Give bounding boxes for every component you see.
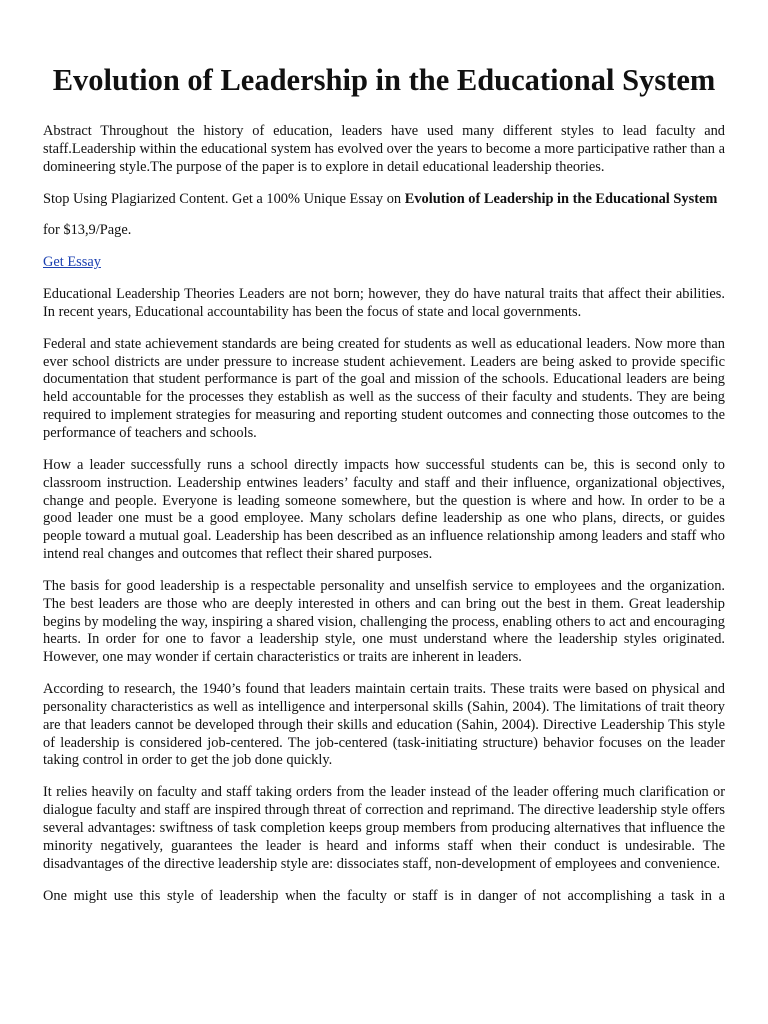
body-paragraph-4: The basis for good leadership is a respectable personality and unselfish service to employees and the organization. The best leaders are those who are deeply interested in others and can bring out the best in them. Great leadership begins by modeling the way, inspiring a shared vision, challenging the process, enabling others to act and encouraging hearts. In order for one to favor a leadership style, one must understand where the leadership styles originated. However, one may wonder if certain characteristics or traits are inherent in leaders. <box>43 577 725 666</box>
get-essay-link[interactable]: Get Essay <box>43 254 101 271</box>
body-paragraph-2: Federal and state achievement standards are being created for students as well as educational leaders. Now more than ever school districts are under pressure to increase student achievement. Leaders are being asked to provide specific documentation that student performance is part of the goal and mission of the schools. Educational leaders are being held accountable for the processes they establish as well as the success of their faculty and students. They are being required to implement strategies for measuring and reporting student outcomes and connecting those outcomes to the performance of teachers and schools. <box>43 335 725 441</box>
document-page <box>43 62 725 919</box>
promo-prefix: Stop Using Plagiarized Content. Get a 100% Unique Essay on <box>43 190 405 207</box>
body-paragraph-7: One might use this style of leadership when the faculty or staff is in danger of not accomplishing a task in a <box>43 887 725 904</box>
body-paragraph-6: It relies heavily on faculty and staff taking orders from the leader instead of the leader offering much clarification or dialogue faculty and staff are inspired through threat of correction and reprimand. The directive leadership style offers several advantages: swiftness of task completion keeps group members from producing alternatives that influence the minority negatively, guarantees the leader is heard and informs staff when their conduct is undesirable. The disadvantages of the directive leadership style are: dissociates staff, non-development of employees and convenience. <box>43 784 725 872</box>
body-paragraph-5: According to research, the 1940’s found that leaders maintain certain traits. These traits were based on physical and personality characteristics as well as intelligence and interpersonal skills (Sahin, 2004). The limitations of trait theory are that leaders cannot be developed through their skills and education (Sahin, 2004). Directive Leadership This style of leadership is considered job-centered. The job-centered (task-initiating structure) behavior focuses on the leader taking control in order to get the job done quickly. <box>43 681 725 769</box>
promo-essay-title: Evolution of Leadership in the Educational System <box>404 190 718 207</box>
price-text: for $13,9/Page. <box>43 222 132 239</box>
abstract-paragraph: Abstract Throughout the history of education, leaders have used many different styles to lead faculty and staff.Leadership within the educational system has evolved over the years to become a more participative rather than a domineering style.The purpose of the paper is to explore in detail educational leadership theories. <box>43 123 725 175</box>
body-paragraph-3: How a leader successfully runs a school directly impacts how successful students can be, this is second only to classroom instruction. Leadership entwines leaders’ faculty and staff and their influence, organizational objectives, change and people. Everyone is leading someone somewhere, but the question is where and how. In order to be a good leader one must be a good employee. Many scholars define leadership as one who plans, directs, or guides people toward a mutual goal. Leadership has been described as an influence relationship among leaders and staff who intend real changes and outcomes that reflect their shared purposes. <box>43 456 725 563</box>
promo-paragraph <box>43 191 725 209</box>
page-title: Evolution of Leadership in the Educational System <box>52 63 716 97</box>
body-paragraph-1: Educational Leadership Theories Leaders are not born; however, they do have natural traits that affect their abilities. In recent years, Educational accountability has been the focus of state and local governments. <box>43 286 725 320</box>
